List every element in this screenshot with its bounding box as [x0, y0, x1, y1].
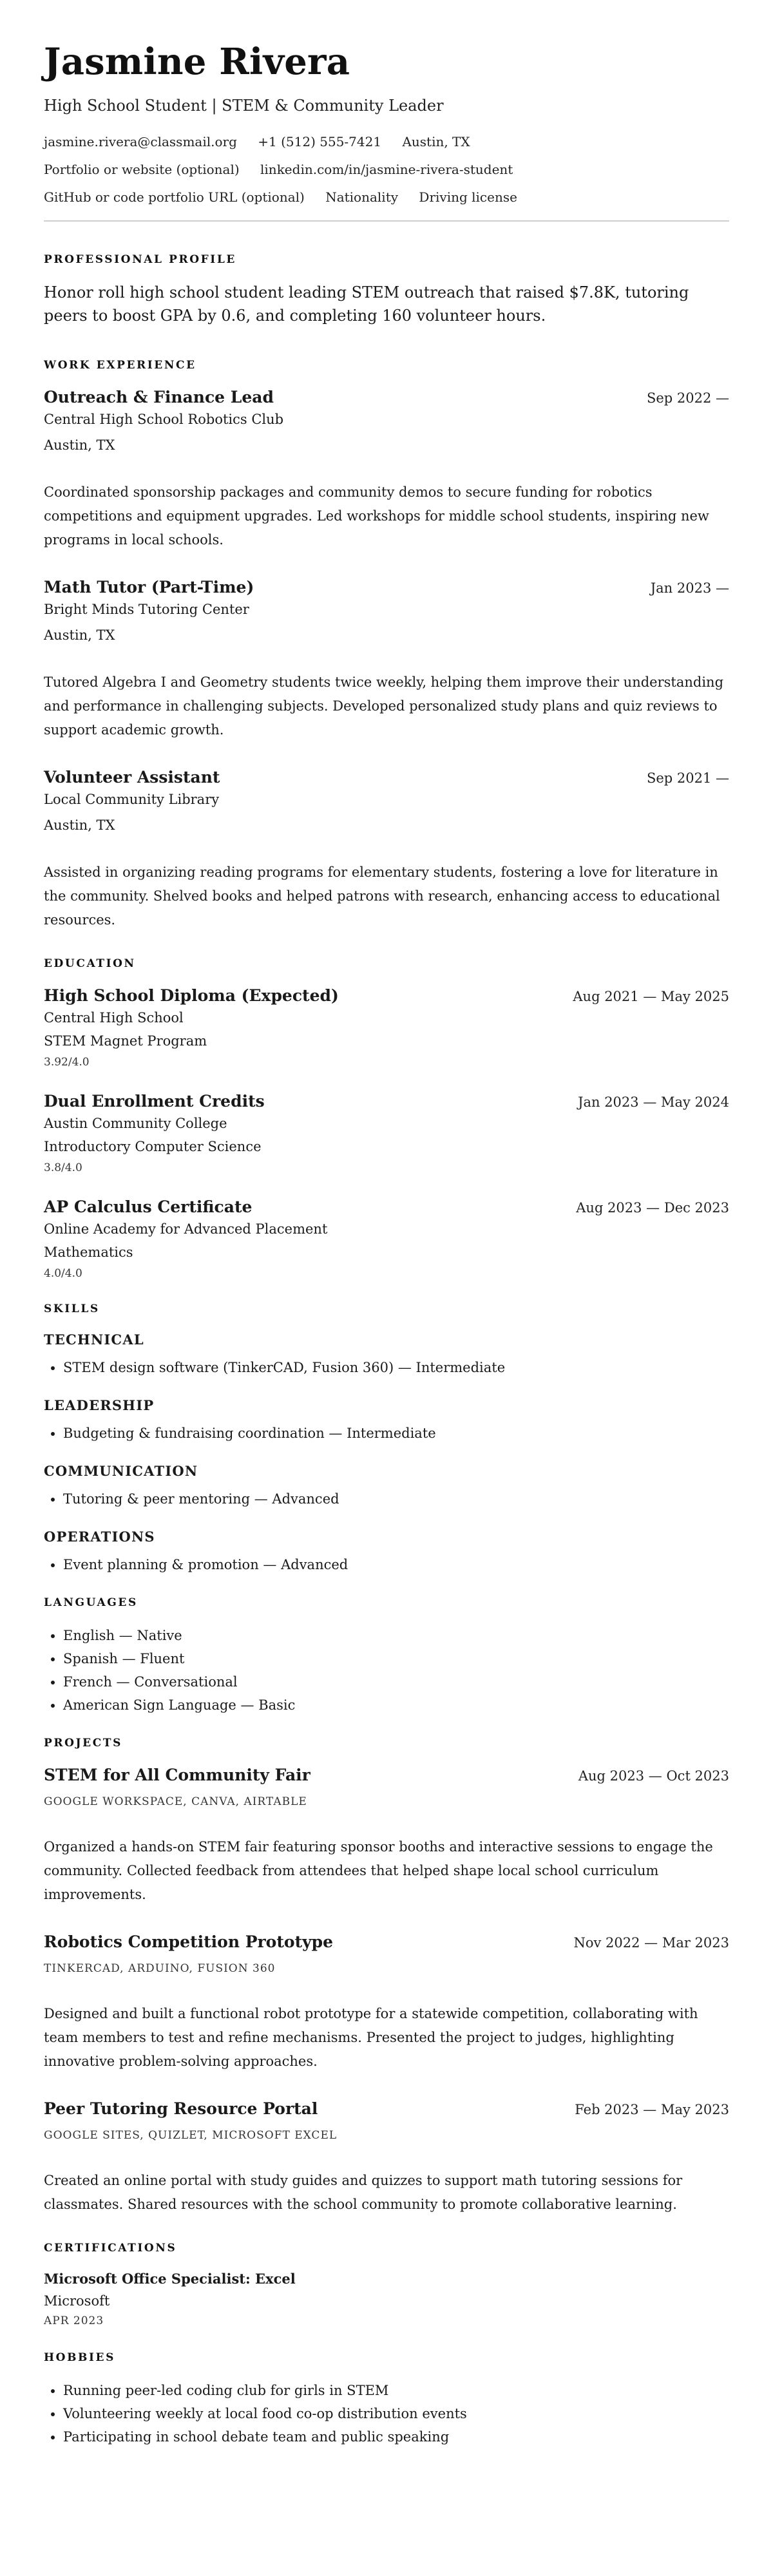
section-title-certifications: CERTIFICATIONS	[44, 2242, 177, 2255]
certification-title: Microsoft Office Specialist: Excel	[44, 2271, 296, 2287]
experience-date: Jan 2023 —	[650, 580, 729, 596]
candidate-headline: High School Student | STEM & Community Leader	[44, 97, 444, 115]
education-school: Austin Community College	[44, 1116, 227, 1131]
section-title-hobbies: HOBBIES	[44, 2351, 115, 2364]
hobby-item: • Volunteering weekly at local food co-op distribution events	[63, 2402, 729, 2425]
profile-text: Honor roll high school student leading STEM outreach that raised $7.8K, tutoring peers to boost GPA by 0.6, and completing 160 volunteer hours.	[44, 283, 689, 325]
education-title: High School Diploma (Expected)	[44, 986, 339, 1005]
experience-organization: Central High School Robotics Club	[44, 412, 284, 427]
skill-category-name: TECHNICAL	[44, 1331, 144, 1348]
project-title: Robotics Competition Prototype	[44, 1932, 334, 1951]
experience-date: Sep 2021 —	[646, 770, 729, 786]
header-divider	[44, 220, 729, 222]
education-entry	[44, 985, 729, 1070]
experience-date: Sep 2022 —	[646, 390, 729, 406]
skills-section	[44, 1302, 729, 1576]
education-entry	[44, 1091, 729, 1176]
skill-item: • STEM design software (TinkerCAD, Fusion 360) — Intermediate	[63, 1356, 729, 1379]
skill-list	[44, 1553, 729, 1576]
language-item: • French — Conversational	[63, 1670, 729, 1693]
hobby-item: • Running peer-led coding club for girls in STEM	[63, 2379, 729, 2402]
education-detail: Introductory Computer Science	[44, 1139, 262, 1154]
experience-entry-head	[44, 577, 729, 598]
project-description: Created an online portal with study guides and quizzes to support math tutoring sessions for classmates. Shared resources with the school community to promote collaborative learning.	[44, 2173, 683, 2212]
contact-phone[interactable]: +1 (512) 555-7421	[258, 134, 382, 149]
skill-category	[44, 1462, 729, 1511]
education-title: AP Calculus Certificate	[44, 1197, 253, 1216]
hobbies-section	[44, 2351, 729, 2448]
contact-row-links	[44, 160, 729, 178]
education-gpa: 4.0/4.0	[44, 1267, 82, 1280]
experience-title: Math Tutor (Part-Time)	[44, 578, 254, 596]
education-school: Central High School	[44, 1010, 184, 1026]
experience-description: Assisted in organizing reading programs for elementary students, fostering a love for literature in the community. Shelved books and helped patrons with research, enhancing access to educational resources.	[44, 864, 720, 928]
certification-entry	[44, 2269, 729, 2329]
section-title-education: EDUCATION	[44, 957, 136, 970]
contact-github[interactable]: GitHub or code portfolio URL (optional)	[44, 189, 305, 205]
experience-entry-head	[44, 767, 729, 788]
section-title-profile: PROFESSIONAL PROFILE	[44, 253, 236, 266]
project-tech: GOOGLE SITES, QUIZLET, MICROSOFT EXCEL	[44, 2129, 338, 2142]
experience-entry	[44, 577, 729, 742]
project-entry	[44, 2098, 729, 2217]
education-detail: STEM Magnet Program	[44, 1033, 207, 1049]
contact-location: Austin, TX	[402, 134, 470, 149]
candidate-name: Jasmine Rivera	[44, 41, 350, 83]
experience-entry	[44, 386, 729, 552]
language-item: • American Sign Language — Basic	[63, 1693, 729, 1717]
education-date: Jan 2023 — May 2024	[578, 1094, 729, 1110]
education-gpa: 3.8/4.0	[44, 1161, 82, 1174]
skill-category-name: OPERATIONS	[44, 1529, 155, 1545]
contact-row-primary	[44, 133, 729, 151]
project-entry	[44, 1931, 729, 2074]
skill-category	[44, 1330, 729, 1379]
skill-category	[44, 1527, 729, 1576]
certification-date: APR 2023	[44, 2314, 104, 2327]
education-section	[44, 957, 729, 1281]
experience-section	[44, 358, 729, 932]
skill-category	[44, 1396, 729, 1445]
contact-row-extra	[44, 188, 729, 206]
language-list	[44, 1624, 729, 1717]
project-tech: TINKERCAD, ARDUINO, FUSION 360	[44, 1962, 276, 1975]
project-date: Aug 2023 — Oct 2023	[578, 1768, 729, 1784]
hobby-item: • Participating in school debate team and public speaking	[63, 2425, 729, 2448]
certification-issuer: Microsoft	[44, 2293, 110, 2309]
project-entry-head	[44, 1764, 729, 1786]
contact-nationality: Nationality	[325, 189, 399, 205]
project-date: Feb 2023 — May 2023	[575, 2102, 729, 2117]
section-title-skills: SKILLS	[44, 1302, 100, 1315]
experience-title: Volunteer Assistant	[44, 768, 220, 787]
education-entry	[44, 1196, 729, 1281]
project-description: Organized a hands-on STEM fair featuring sponsor booths and interactive sessions to engage the community. Collected feedback from attendees that helped shape local school curriculum improvements.	[44, 1839, 713, 1902]
section-title-languages: LANGUAGES	[44, 1596, 138, 1609]
project-description: Designed and built a functional robot prototype for a statewide competition, collaborating with team members to test and refine mechanisms. Presented the project to judges, highlighting innovative problem-solving approaches.	[44, 2006, 698, 2069]
experience-description: Coordinated sponsorship packages and community demos to secure funding for robotics competitions and equipment upgrades. Led workshops for middle school students, inspiring new programs in local schools.	[44, 484, 709, 548]
skill-list	[44, 1356, 729, 1379]
language-item: • Spanish — Fluent	[63, 1647, 729, 1670]
experience-entry	[44, 767, 729, 932]
education-entry-head	[44, 985, 729, 1007]
project-tech: GOOGLE WORKSPACE, CANVA, AIRTABLE	[44, 1795, 307, 1808]
section-title-experience: WORK EXPERIENCE	[44, 359, 196, 372]
education-entry-head	[44, 1091, 729, 1112]
contact-driving-license: Driving license	[419, 189, 517, 205]
education-detail: Mathematics	[44, 1245, 133, 1260]
skill-item: • Event planning & promotion — Advanced	[63, 1553, 729, 1576]
experience-description: Tutored Algebra I and Geometry students twice weekly, helping them improve their understanding and performance in challenging subjects. Developed personalized study plans and quiz reviews to support academic growth.	[44, 674, 724, 738]
education-gpa: 3.92/4.0	[44, 1056, 90, 1069]
project-date: Nov 2022 — Mar 2023	[573, 1935, 729, 1951]
project-title: Peer Tutoring Resource Portal	[44, 2099, 318, 2118]
skill-list	[44, 1422, 729, 1445]
education-school: Online Academy for Advanced Placement	[44, 1221, 328, 1237]
experience-location: Austin, TX	[44, 437, 115, 453]
experience-title: Outreach & Finance Lead	[44, 388, 274, 406]
project-entry	[44, 1764, 729, 1907]
project-entry-head	[44, 1931, 729, 1953]
skill-list	[44, 1487, 729, 1511]
experience-location: Austin, TX	[44, 817, 115, 833]
skill-item: • Budgeting & fundraising coordination — Intermediate	[63, 1422, 729, 1445]
experience-entry-head	[44, 386, 729, 408]
skill-category-name: COMMUNICATION	[44, 1463, 198, 1479]
languages-section	[44, 1596, 729, 1717]
experience-organization: Bright Minds Tutoring Center	[44, 602, 249, 617]
experience-organization: Local Community Library	[44, 792, 220, 807]
project-entry-head	[44, 2098, 729, 2120]
project-title: STEM for All Community Fair	[44, 1766, 310, 1784]
certifications-section	[44, 2241, 729, 2329]
education-date: Aug 2021 — May 2025	[573, 989, 729, 1004]
contact-portfolio[interactable]: Portfolio or website (optional)	[44, 162, 240, 177]
education-date: Aug 2023 — Dec 2023	[576, 1200, 729, 1216]
language-item: • English — Native	[63, 1624, 729, 1647]
hobby-list	[44, 2379, 729, 2448]
education-entry-head	[44, 1196, 729, 1218]
section-title-projects: PROJECTS	[44, 1737, 122, 1750]
projects-section	[44, 1736, 729, 2217]
experience-location: Austin, TX	[44, 627, 115, 643]
skill-category-name: LEADERSHIP	[44, 1397, 155, 1413]
skill-item: • Tutoring & peer mentoring — Advanced	[63, 1487, 729, 1511]
contact-linkedin[interactable]: linkedin.com/in/jasmine-rivera-student	[260, 162, 513, 177]
resume-header	[44, 37, 729, 206]
education-title: Dual Enrollment Credits	[44, 1092, 265, 1111]
profile-section	[44, 253, 729, 327]
contact-email[interactable]: jasmine.rivera@classmail.org	[44, 134, 237, 149]
